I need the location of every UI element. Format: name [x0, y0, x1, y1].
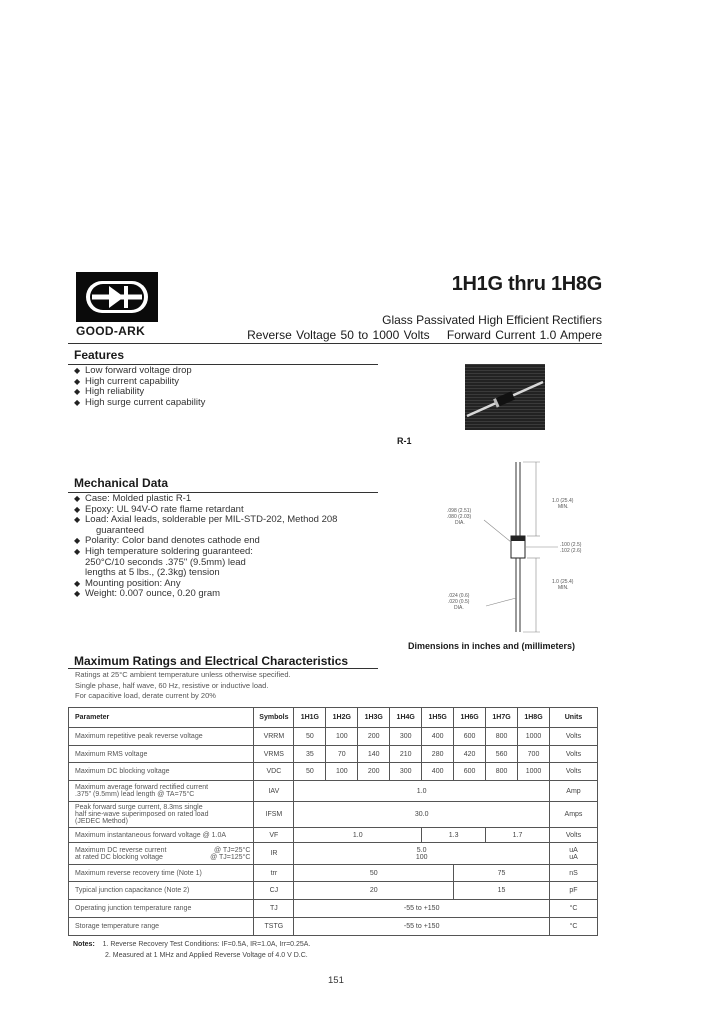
column-header: 1H2G [326, 708, 358, 728]
company-name: GOOD-ARK [76, 324, 146, 338]
table-row: Maximum DC blocking voltage VDC 50 100 200 300 400 600 800 1000 Volts [69, 763, 598, 781]
column-header: 1H6G [454, 708, 486, 728]
bullet-diamond-icon: ◆ [74, 578, 81, 588]
dim-body-length: .100 (2.5) .102 (2.6) [560, 542, 582, 554]
list-item: ◆ Weight: 0.007 ounce, 0.20 gram [74, 588, 221, 600]
mechanical-list [74, 494, 337, 600]
column-header: 1H4G [390, 708, 422, 728]
bullet-diamond-icon: ◆ [74, 546, 81, 556]
features-heading: Features [74, 348, 125, 362]
bullet-diamond-icon: ◆ [74, 515, 81, 525]
dim-lead-length-top: 1.0 (25.4) MIN. [552, 498, 574, 510]
ratings-conditions: Ratings at 25°C ambient temperature unless otherwise specified. Single phase, half wave, 60 Hz, resistive or inductive load. For capacitive load, derate current by 20% [75, 670, 291, 700]
list-item: ◆ High temperature soldering guaranteed: 250°C/10 seconds .375" (9.5mm) lead lengths at 5 lbs., (2.3kg) tension [74, 545, 253, 579]
column-header: 1H7G [486, 708, 518, 728]
ratings-table [68, 707, 598, 936]
column-header: 1H8G [518, 708, 550, 728]
table-row: Maximum RMS voltage VRMS 35 70 140 210 280 420 560 700 Volts [69, 746, 598, 763]
list-item: ◆ High surge current capability [74, 396, 206, 408]
column-header: Parameter [69, 708, 254, 728]
product-subtitle: Glass Passivated High Efficient Rectifiers [382, 313, 602, 327]
column-header: 1H5G [422, 708, 454, 728]
table-row: Maximum instantaneous forward voltage @ 1.0A VF 1.0 1.3 1.7 Volts [69, 828, 598, 843]
list-item: ◆ Case: Molded plastic R-1 [74, 493, 192, 504]
bullet-diamond-icon: ◆ [74, 536, 81, 546]
list-item: ◆ High reliability [74, 386, 145, 398]
ratings-rule [68, 668, 378, 669]
features-list [74, 366, 205, 408]
diode-photo-icon [465, 364, 545, 430]
dim-body-diameter: .098 (2.51) .080 (2.03) DIA. [447, 508, 472, 526]
list-item: ◆ Epoxy: UL 94V-O rate flame retardant [74, 503, 244, 515]
table-row: Typical junction capacitance (Note 2) CJ 20 15 pF [69, 882, 598, 900]
dim-lead-diameter: .024 (0.6) .020 (0.5) DIA. [448, 593, 470, 611]
table-row: Maximum reverse recovery time (Note 1) trr 50 75 nS [69, 865, 598, 882]
company-logo [76, 272, 158, 322]
bullet-diamond-icon: ◆ [74, 376, 81, 386]
bullet-diamond-icon: ◆ [74, 366, 81, 375]
table-row: Maximum DC reverse current @ TJ=25°C at rated DC blocking voltage @ TJ=125°C IR 5.0 100 uA uA [69, 843, 598, 865]
list-item: ◆ Mounting position: Any [74, 577, 181, 589]
table-row: Maximum repetitive peak reverse voltage VRRM 50 100 200 300 400 600 800 1000 Volts [69, 728, 598, 746]
dim-lead-length-bottom: 1.0 (25.4) MIN. [552, 579, 574, 591]
column-header: 1H1G [294, 708, 326, 728]
header-divider [68, 343, 602, 344]
column-header: Units [549, 708, 597, 728]
list-item: ◆ Load: Axial leads, solderable per MIL-STD-202, Method 208 guaranteed [74, 514, 338, 536]
ratings-heading: Maximum Ratings and Electrical Characteristics [74, 654, 349, 668]
table-row: Storage temperature range TSTG -55 to +150 °C [69, 918, 598, 936]
package-photo [465, 364, 545, 430]
table-header-row [69, 708, 598, 728]
list-item: ◆ High current capability [74, 375, 179, 387]
dimensions-caption: Dimensions in inches and (millimeters) [408, 641, 576, 651]
page-number: 151 [328, 975, 344, 986]
diode-logo-icon [76, 272, 158, 322]
package-label: R-1 [397, 436, 412, 446]
bullet-diamond-icon: ◆ [74, 494, 81, 503]
bullet-diamond-icon: ◆ [74, 504, 81, 514]
bullet-diamond-icon: ◆ [74, 387, 81, 397]
list-item: ◆ Polarity: Color band denotes cathode end [74, 535, 260, 547]
table-row: Operating junction temperature range TJ -55 to +150 °C [69, 900, 598, 918]
mechanical-heading: Mechanical Data [74, 476, 169, 490]
ratings-summary: Reverse Voltage 50 to 1000 Volts Forward Current 1.0 Ampere [247, 328, 602, 342]
part-title: 1H1G thru 1H8G [451, 273, 602, 295]
column-header: Symbols [254, 708, 294, 728]
table-row: Maximum average forward rectified current .375" (9.5mm) lead length @ TA=75°C IAV 1.0 Amp [69, 781, 598, 802]
bullet-diamond-icon: ◆ [74, 397, 81, 407]
table-row: Peak forward surge current, 8.3ms single half sine-wave superimposed on rated load (JEDEC Method) IFSM 30.0 Amps [69, 802, 598, 828]
list-item: ◆ Low forward voltage drop [74, 365, 192, 376]
column-header: 1H3G [358, 708, 390, 728]
bullet-diamond-icon: ◆ [74, 589, 81, 599]
footnotes: Notes: 1. Reverse Recovery Test Conditions: IF=0.5A, IR=1.0A, Irr=0.25A. 2. Measured at 1 MHz and Applied Reverse Voltage of 4.0 V D.C. [73, 941, 311, 959]
